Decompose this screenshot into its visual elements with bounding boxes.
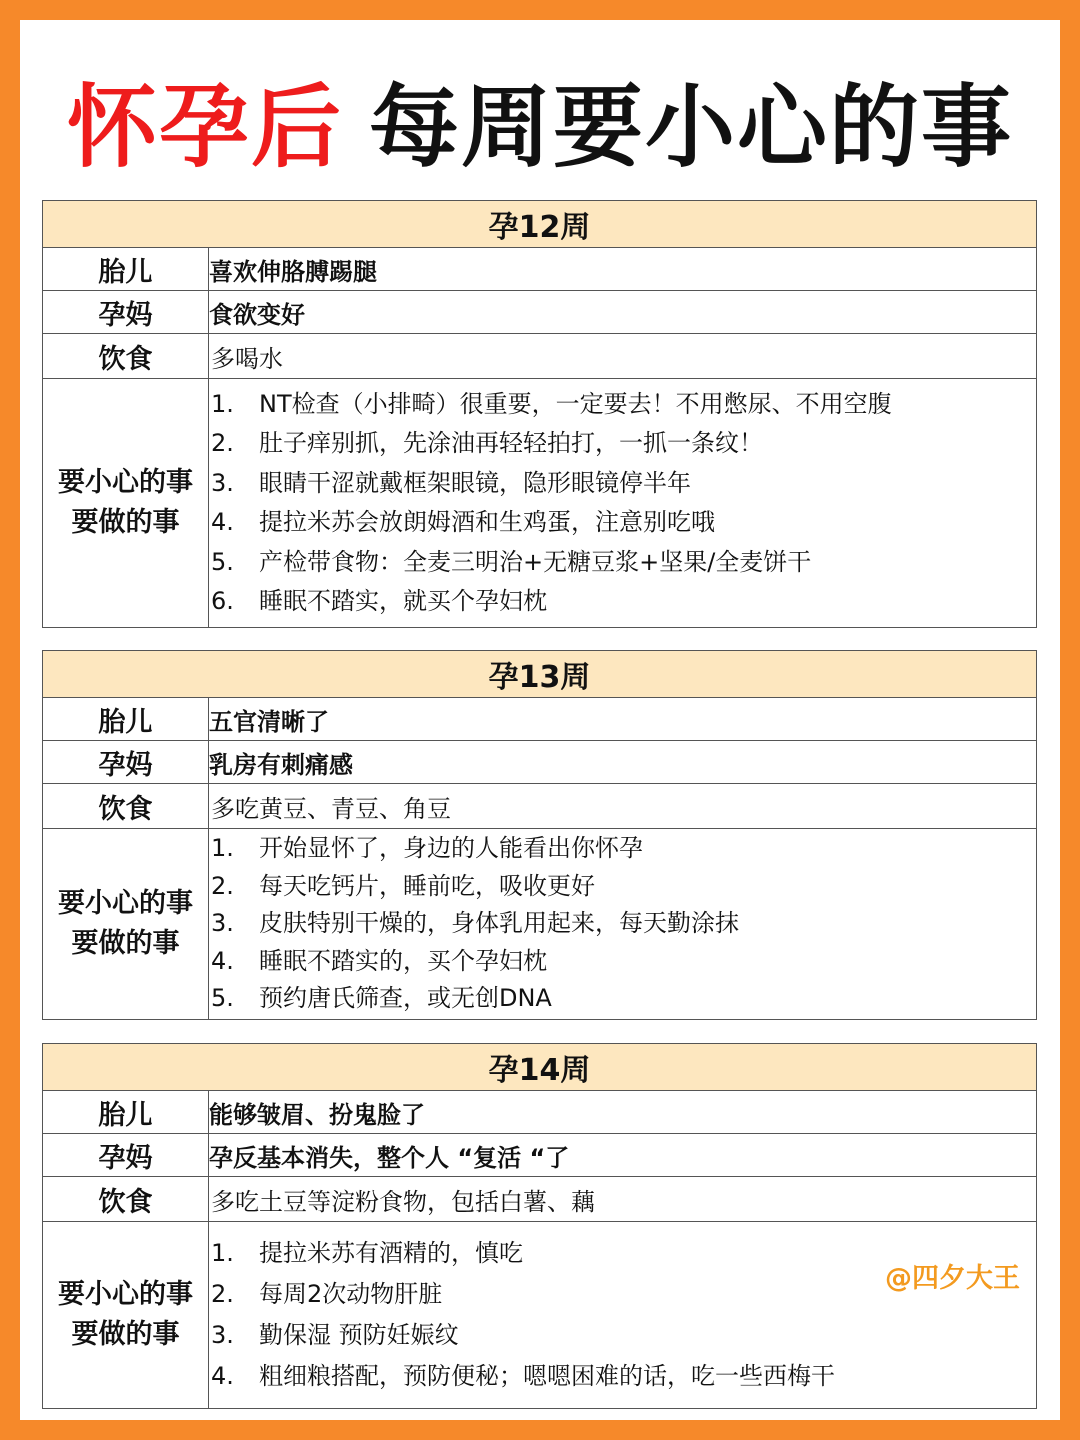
list-item: 6. 睡眠不踏实，就买个孕妇枕 [211,587,547,615]
items-cell [209,1222,1037,1409]
label-mom: 孕妈 [43,1134,209,1177]
list-item: 5. 预约唐氏筛查，或无创DNA [211,984,552,1013]
items-list [209,830,1036,1018]
items-cell [209,379,1037,628]
label-careful: 要小心的事 [58,467,193,498]
label-mom: 孕妈 [43,291,209,334]
list-item: 4. 睡眠不踏实的，买个孕妇枕 [211,946,547,975]
list-item: 2. 肚子痒别抓，先涂油再轻轻拍打，一抓一条纹！ [211,429,763,457]
diet-value: 多吃黄豆、青豆、角豆 [209,784,1037,829]
list-item: 1. NT检查（小排畸）很重要，一定要去！不用憋尿、不用空腹 [211,389,892,418]
week-table-12 [42,200,1037,628]
label-careful-todo [43,1222,209,1409]
label-fetus: 胎儿 [43,248,209,291]
label-careful-todo [43,379,209,628]
label-careful: 要小心的事 [58,1279,193,1310]
diet-value: 多吃土豆等淀粉食物，包括白薯、藕 [209,1177,1037,1222]
label-careful: 要小心的事 [58,888,193,919]
label-todo: 要做的事 [71,1319,180,1350]
mom-value: 食欲变好 [209,291,1037,334]
list-item: 2. 每天吃钙片，睡前吃，吸收更好 [211,871,595,900]
label-todo: 要做的事 [71,928,180,959]
label-careful-todo [43,829,209,1020]
page-title [20,72,1060,184]
label-fetus: 胎儿 [43,698,209,741]
fetus-value: 能够皱眉、扮鬼脸了 [209,1091,1037,1134]
list-item: 3. 勤保湿 预防妊娠纹 [211,1321,459,1349]
week-table-13 [42,650,1037,1020]
list-item: 1. 提拉米苏有酒精的，慎吃 [211,1239,523,1267]
fetus-value: 五官清晰了 [209,698,1037,741]
list-item: 1. 开始显怀了，身边的人能看出你怀孕 [211,834,643,863]
label-diet: 饮食 [43,784,209,829]
diet-value: 多喝水 [209,334,1037,379]
label-diet: 饮食 [43,334,209,379]
title-highlight: 怀孕后 [67,75,343,180]
author-watermark: @四夕大王 [885,1263,1020,1294]
list-item: 3. 眼睛干涩就戴框架眼镜，隐形眼镜停半年 [211,468,691,497]
list-item: 2. 每周2次动物肝脏 [211,1280,443,1308]
list-item: 5. 产检带食物：全麦三明治+无糖豆浆+坚果/全麦饼干 [211,547,812,576]
mom-value: 乳房有刺痛感 [209,741,1037,784]
items-list [209,385,1036,622]
label-diet: 饮食 [43,1177,209,1222]
week-header: 孕13周 [43,651,1037,698]
mom-value: 孕反基本消失，整个人 “复活 “了 [209,1134,1037,1177]
week-header: 孕14周 [43,1044,1037,1091]
items-cell [209,829,1037,1020]
list-item: 4. 粗细粮搭配，预防便秘；嗯嗯困难的话，吃一些西梅干 [211,1362,835,1390]
label-todo: 要做的事 [71,507,180,538]
week-table-14 [42,1043,1037,1409]
list-item: 4. 提拉米苏会放朗姆酒和生鸡蛋，注意别吃哦 [211,508,715,536]
label-fetus: 胎儿 [43,1091,209,1134]
list-item: 3. 皮肤特别干燥的，身体乳用起来，每天勤涂抹 [211,909,739,938]
title-main: 每周要小心的事 [369,75,1013,180]
fetus-value: 喜欢伸胳膊踢腿 [209,248,1037,291]
week-header: 孕12周 [43,201,1037,248]
label-mom: 孕妈 [43,741,209,784]
